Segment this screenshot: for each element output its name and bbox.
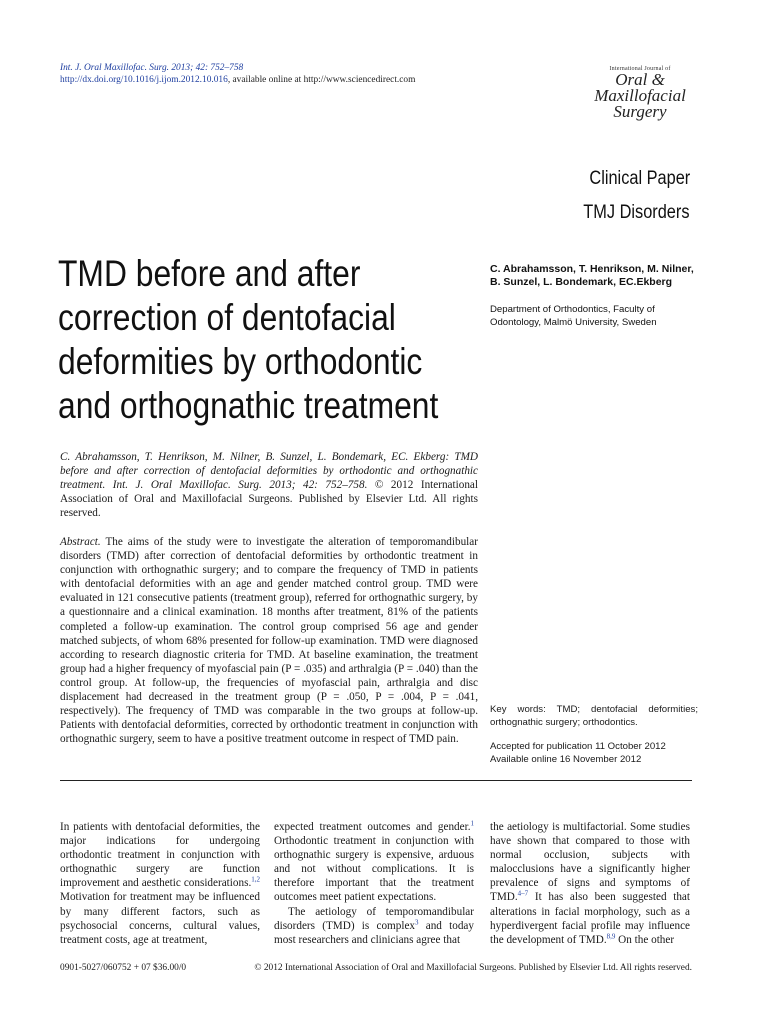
- citation-block: [60, 450, 478, 520]
- article-title: TMD before and after correction of dentofacial deformities by orthodontic and orthognathic treatment: [58, 253, 439, 426]
- paper-type-label: Clinical Paper: [589, 168, 690, 189]
- reference-link[interactable]: 1,2: [251, 875, 260, 884]
- abstract-text: The aims of the study were to investigate the alteration of temporomandibular disorders (TMD) after correction of dentofacial deformities by orthodontic treatment in conjunction with orthognathic surgery; and to compare the frequency of TMD in patients with dentofacial deformities with an age and gender matched control group. TMD were evaluated in 121 consecutive patients (treatment group), referred for orthognathic surgery, by a questionnaire and a clinical examination. 18 months after treatment, 81% of the patients completed a follow-up examination. The control group comprised 56 age and gender matched subjects, of whom 68% presented for follow-up examination. TMD were diagnosed according to research diagnostic criteria for TMD. At baseline examination, the treatment group had a higher frequency of myofascial pain (P = .035) and arthralgia (P = .040) than the control group. At follow-up, the frequencies of myofascial pain, arthralgia and disc displacement had decreased in the treatment group (P = .050, P = .004, P = .041, respectively). The frequency of TMD was comparable in the two groups at follow-up. Patients with dentofacial deformities, corrected by orthodontic treatment in conjunction with orthognathic surgery, seem to have a positive treatment outcome in respect of TMD pain.: [60, 536, 478, 746]
- body-text: Motivation for treatment may be influenced by many different factors, such as psychosocial concerns, cultural values, treatment costs, age at treatment,: [60, 891, 260, 946]
- author-list: C. Abrahamsson, T. Henrikson, M. Nilner, B. Sunzel, L. Bondemark, EC.Ekberg: [490, 263, 694, 288]
- body-text: expected treatment outcomes and gender.: [274, 821, 471, 833]
- body-column-1: [60, 820, 260, 947]
- body-text: and today most researchers and clinicians agree that: [274, 919, 474, 946]
- body-text: It has also been suggested that alterations in facial morphology, such as a hyperdivergent facial profile may influence the development of TMD.: [490, 891, 690, 946]
- body-text: Orthodontic treatment in conjunction with orthognathic surgery is expensive, arduous and not without complications. It is therefore important that the treatment outcomes meet patient expectations.: [274, 835, 474, 904]
- body-column-2: [274, 820, 474, 947]
- footer-copyright: © 2012 International Association of Oral and Maxillofacial Surgeons. Published by Elsevier Ltd. All rights reserved.: [254, 963, 692, 973]
- accepted-date: Accepted for publication 11 October 2012: [490, 741, 666, 752]
- journal-citation: Int. J. Oral Maxillofac. Surg. 2013; 42: 752–758: [60, 63, 244, 73]
- online-date: Available online 16 November 2012: [490, 753, 642, 765]
- body-column-3: [490, 820, 690, 947]
- keywords: Key words: TMD; dentofacial deformities; orthognathic surgery; orthodontics.: [490, 704, 698, 728]
- doi-link[interactable]: http://dx.doi.org/10.1016/j.ijom.2012.10.016: [60, 75, 228, 85]
- affiliation: Department of Orthodontics, Faculty of Odontology, Malmö University, Sweden: [490, 304, 657, 328]
- citation-copyright: © 2012 International Association of Oral and Maxillofacial Surgeons. Published by Elsevier Ltd. All rights reserved.: [60, 479, 478, 519]
- body-text: In patients with dentofacial deformities, the major indications for undergoing orthodontic treatment in conjunction with orthognathic surgery are function improvement and aesthetic considerations.: [60, 821, 260, 890]
- body-text: The aetiology of temporomandibular disorders (TMD) is complex: [274, 905, 474, 932]
- running-head: [60, 62, 480, 86]
- journal-logo: [590, 66, 690, 120]
- body-text: On the other: [615, 933, 675, 946]
- logo-line-3: Surgery: [613, 102, 667, 121]
- reference-link[interactable]: 8,9: [606, 932, 616, 941]
- logo-line-1: Oral &: [615, 70, 665, 89]
- abstract: [60, 535, 478, 746]
- logo-small-text: International Journal of: [609, 66, 671, 72]
- logo-line-2: Maxillofacial: [594, 86, 686, 105]
- reference-link[interactable]: 3: [415, 917, 419, 926]
- abstract-label: Abstract.: [60, 536, 101, 548]
- citation-reference: C. Abrahamsson, T. Henrikson, M. Nilner, B. Sunzel, L. Bondemark, EC. Ekberg: TMD before and after correction of dentofacial deformities by orthodontic and orthognathic treatment. Int. J. Oral Maxillofac. Surg. 2013; 42: 752–758.: [60, 451, 478, 491]
- availability-text: , available online at http://www.sciencedirect.com: [227, 75, 416, 85]
- reference-link[interactable]: 4–7: [517, 889, 529, 898]
- publication-dates: [490, 741, 698, 766]
- reference-link[interactable]: 1: [470, 819, 474, 828]
- body-text: the aetiology is multifactorial. Some studies have shown that compared to those with normal occlusion, subjects with malocclusions have a significantly higher prevalence of signs and symptoms of TMD.: [490, 821, 690, 904]
- footer-issn-code: 0901-5027/060752 + 07 $36.00/0: [60, 963, 187, 973]
- category-label: TMJ Disorders: [583, 202, 690, 223]
- section-divider: [60, 780, 692, 781]
